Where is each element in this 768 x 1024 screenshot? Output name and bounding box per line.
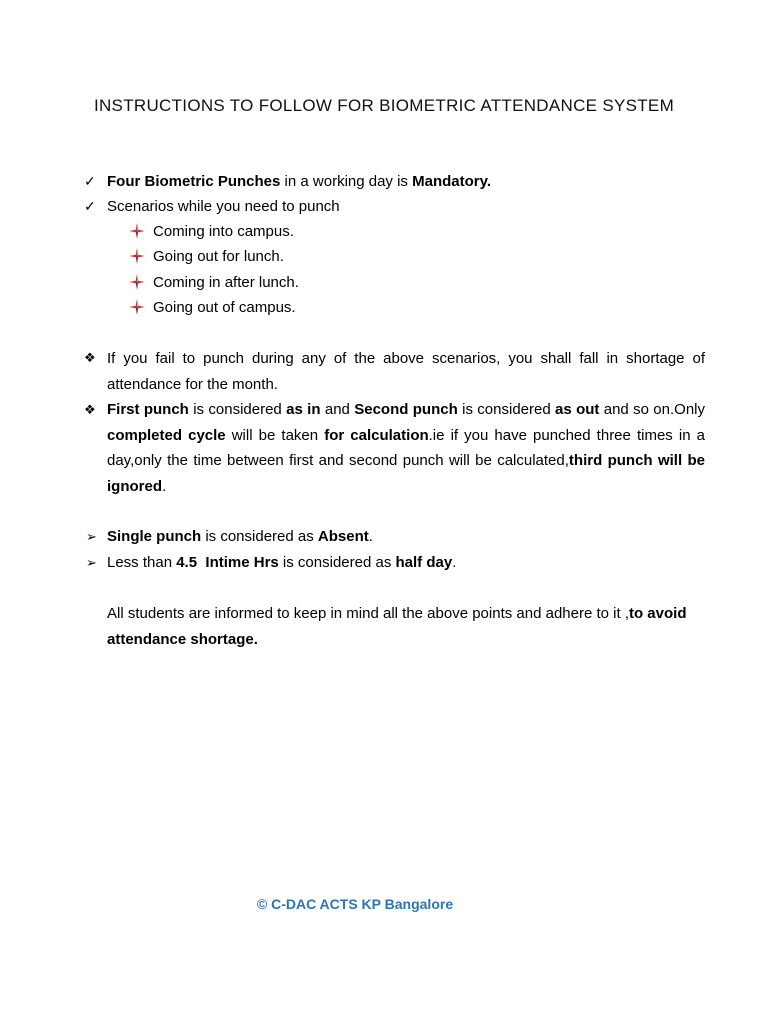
arrow-item-1-end: . [368, 528, 373, 545]
closing-bold: to avoid attendance shortage. [107, 605, 687, 648]
four-point-star-bullet-icon [129, 248, 145, 264]
four-point-star-bullet-icon [129, 274, 145, 290]
rule-2-bold: third punch will be ignored [107, 452, 705, 495]
arrow-item-1-bold-2: Absent [317, 528, 369, 545]
arrow-item-2-end: . [452, 554, 457, 571]
rule-2-bold: First punch [107, 401, 189, 418]
closing-text: All students are informed to keep in mind all the above points and adhere to it , [107, 605, 629, 622]
diamond-bullet-icon: ❖ [84, 350, 96, 365]
rule-2-bold: for calculation [324, 426, 429, 444]
rule-2-text: is considered [457, 401, 556, 418]
page-title: INSTRUCTIONS TO FOLLOW FOR BIOMETRIC ATTENDANCE SYSTEM [93, 96, 675, 115]
rule-paragraph-2 [107, 397, 705, 499]
rule-2-bold: as out [555, 401, 600, 418]
copyright-footer: © C-DAC ACTS KP Bangalore [256, 896, 454, 912]
check-item-1 [107, 169, 491, 194]
four-point-star-bullet-icon [129, 299, 145, 315]
check-item-1-text: in a working day is [280, 173, 413, 190]
rule-2-text: is considered [188, 401, 287, 418]
arrow-item-1-bold: Single punch [107, 528, 202, 545]
arrow-item-2-bold-2: half day [395, 554, 453, 571]
rule-2-bold: completed cycle [107, 426, 226, 444]
rule-2-text: and so on.Only [599, 401, 706, 418]
rule-paragraph-1: If you fail to punch during any of the above scenarios, you shall fall in shortage of attendance for the month. [107, 350, 705, 393]
arrow-item-2-text: is considered as [278, 554, 396, 571]
scenario-item: Coming in after lunch. [153, 274, 299, 291]
arrow-bullet-icon: ➢ [86, 555, 97, 570]
rule-2-bold: as in [286, 401, 321, 418]
arrow-item-2-start: Less than [107, 554, 177, 571]
rule-2-text: .ie if you have punched three times in a day,only the time between first and second punch will be calculated, [107, 426, 705, 470]
scenario-item: Coming into campus. [153, 223, 294, 240]
rule-2-bold: Second punch [354, 401, 458, 418]
arrow-item-1 [107, 524, 373, 549]
arrow-item-2-bold: 4.5 Intime Hrs [176, 554, 279, 571]
check-item-1-bold-2: Mandatory. [412, 173, 492, 190]
arrow-bullet-icon: ➢ [86, 529, 97, 544]
checkmark-icon: ✓ [84, 198, 96, 214]
closing-paragraph [107, 601, 705, 652]
arrow-item-2 [107, 550, 456, 575]
scenario-item: Going out of campus. [153, 299, 296, 316]
check-item-2: Scenarios while you need to punch [107, 198, 340, 215]
rule-2-text: and [320, 401, 355, 418]
check-item-1-bold: Four Biometric Punches [107, 173, 281, 190]
checkmark-icon: ✓ [84, 173, 96, 189]
rule-2-text: will be taken [225, 426, 325, 444]
diamond-bullet-icon: ❖ [84, 402, 96, 417]
arrow-item-1-text: is considered as [201, 528, 318, 545]
rule-2-text: . [162, 477, 167, 495]
four-point-star-bullet-icon [129, 223, 145, 239]
scenario-item: Going out for lunch. [153, 248, 284, 265]
